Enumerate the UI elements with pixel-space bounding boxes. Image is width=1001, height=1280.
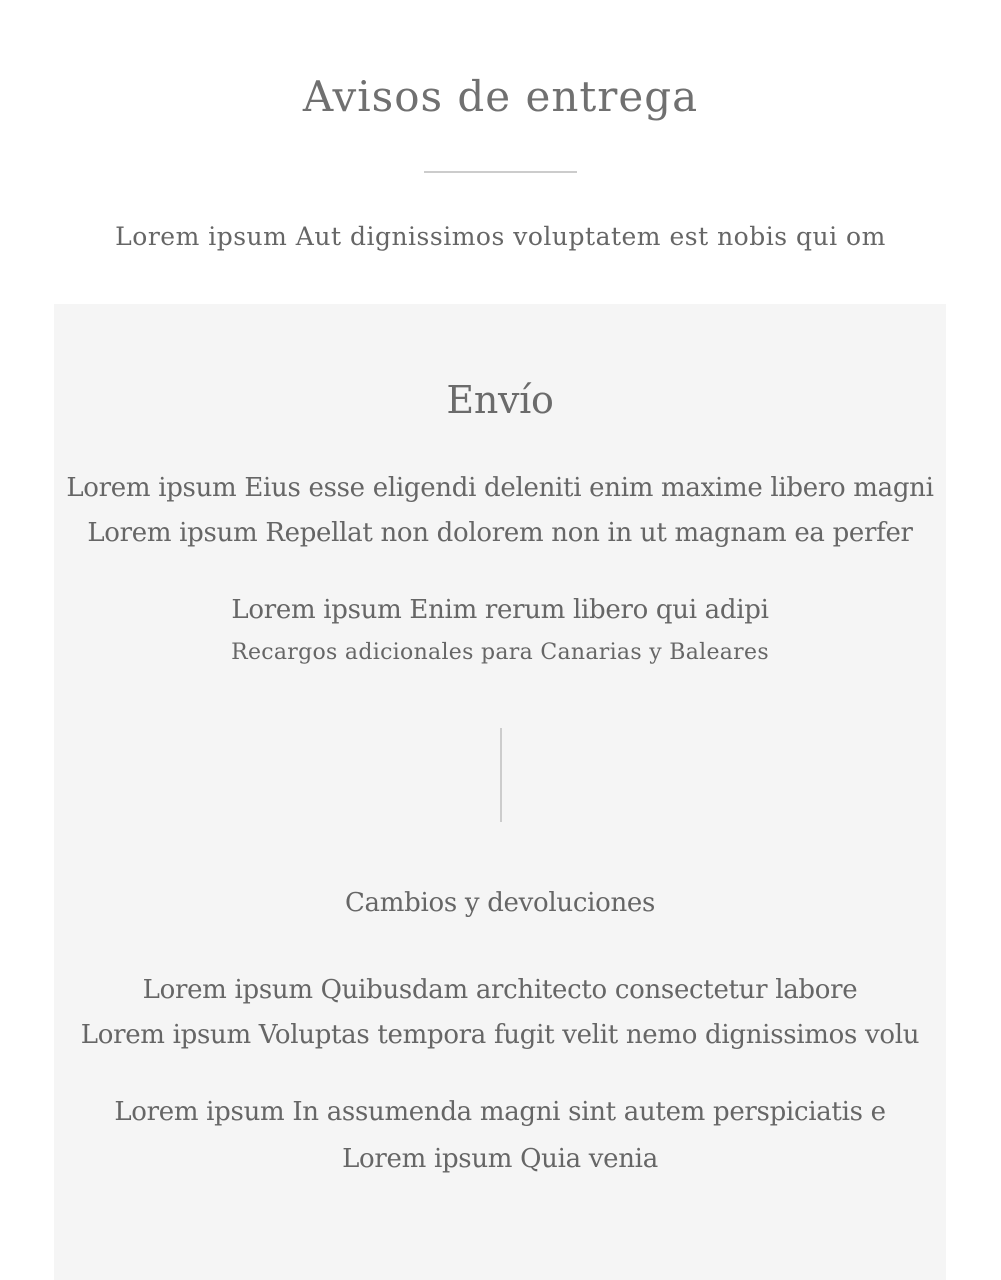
section-divider <box>500 728 502 822</box>
shipping-note: Recargos adicionales para Canarias y Baleares <box>231 640 769 665</box>
returns-line: Lorem ipsum In assumenda magni sint autem perspiciatis e <box>114 1097 886 1127</box>
title-divider <box>424 171 577 173</box>
shipping-line: Lorem ipsum Repellat non dolorem non in ut magnam ea perfer <box>87 518 913 548</box>
shipping-line: Lorem ipsum Eius esse eligendi deleniti enim maxime libero magni <box>66 473 934 503</box>
returns-line: Lorem ipsum Voluptas tempora fugit velit nemo dignissimos volu <box>80 1020 920 1050</box>
info-panel <box>54 304 946 1280</box>
intro-text: Lorem ipsum Aut dignissimos voluptatem est nobis qui om <box>115 222 886 251</box>
page-title: Avisos de entrega <box>302 72 699 121</box>
returns-title: Cambios y devoluciones <box>344 888 656 918</box>
shipping-title: Envío <box>446 378 554 422</box>
returns-line: Lorem ipsum Quia venia <box>342 1144 658 1174</box>
returns-line: Lorem ipsum Quibusdam architecto consectetur labore <box>142 975 858 1005</box>
shipping-line: Lorem ipsum Enim rerum libero qui adipi <box>231 595 769 625</box>
